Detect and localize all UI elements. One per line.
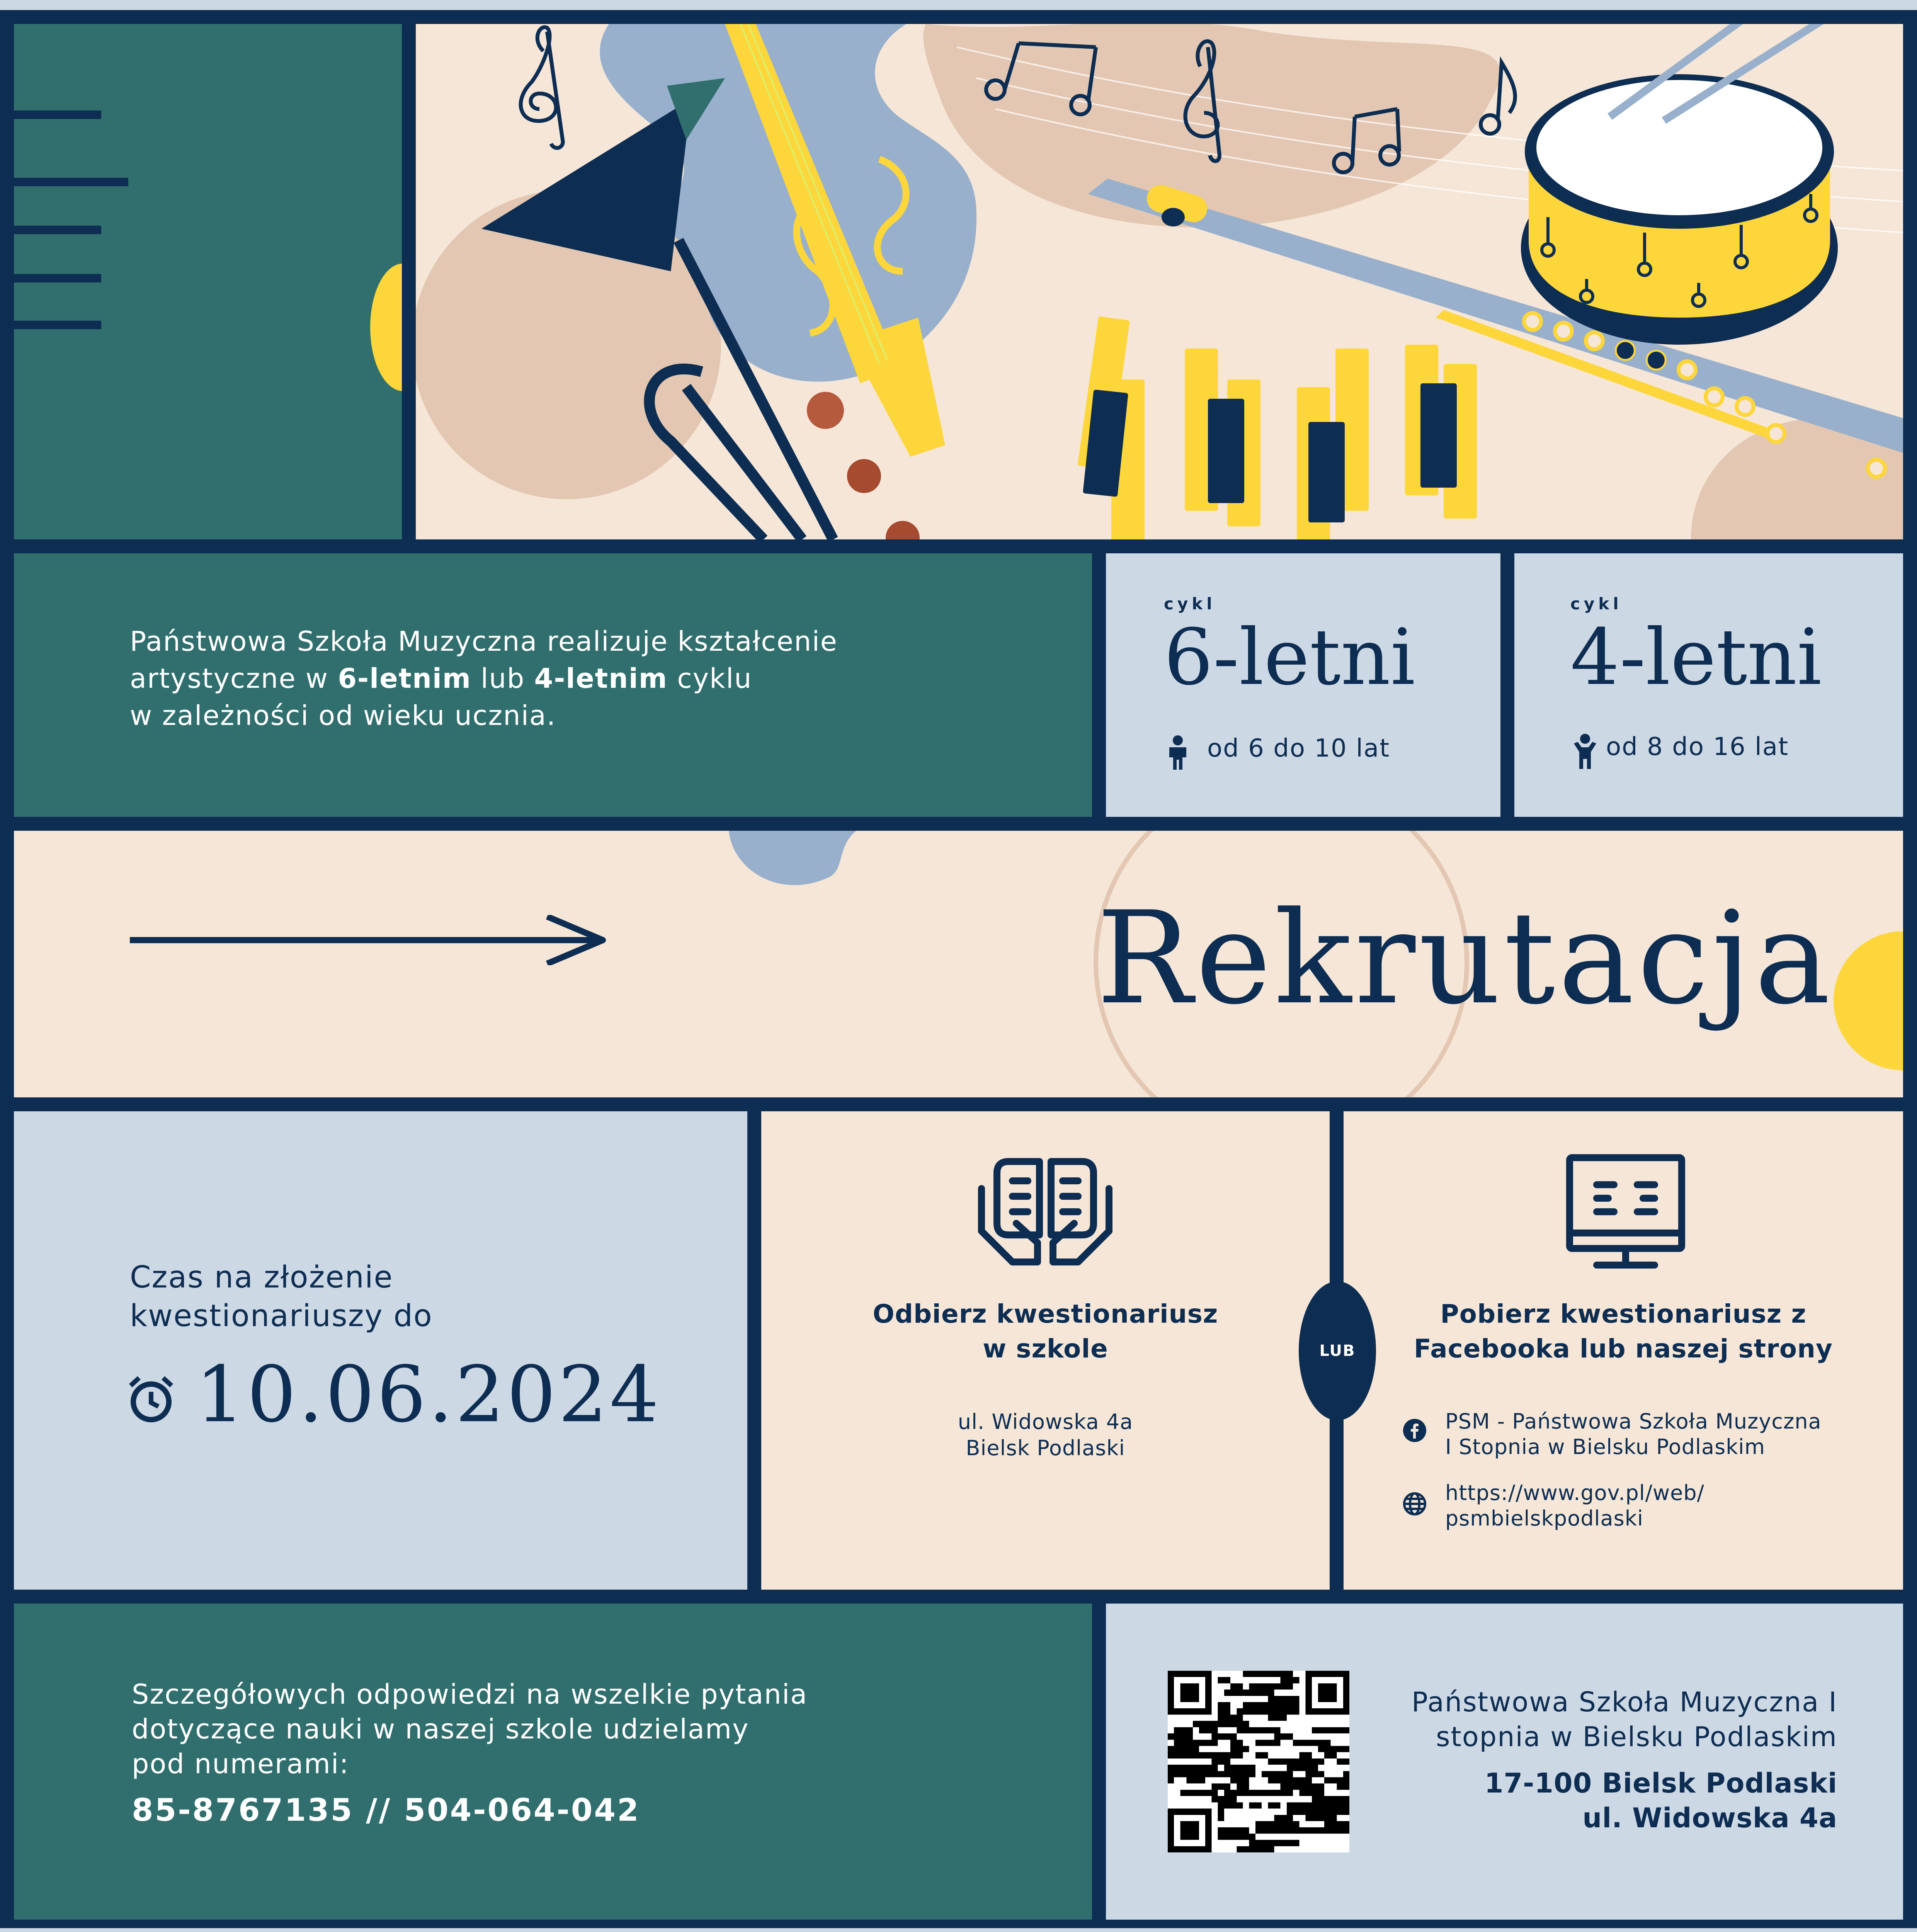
- intro-panel: [14, 553, 1092, 817]
- or-label: LUB: [1319, 1342, 1356, 1360]
- intro-text-span: artystyczne w: [130, 663, 338, 694]
- download-title: [1344, 1297, 1903, 1366]
- cycle-title: 4-letni: [1570, 612, 1822, 702]
- recruitment-title: Rekrutacja: [1096, 884, 1834, 1032]
- pickup-title-line-1: Odbierz kwestionariusz: [873, 1299, 1218, 1329]
- website-line-1: https://www.gov.pl/web/: [1445, 1481, 1704, 1505]
- intro-line-2: [130, 660, 838, 697]
- bottom-strip: [0, 1928, 1917, 1932]
- instruments-illustration: [416, 24, 1903, 539]
- website-link[interactable]: [1445, 1480, 1704, 1531]
- pickup-panel: [761, 1111, 1330, 1590]
- school-name: [1412, 1685, 1837, 1754]
- school-address-line-1: 17-100 Bielsk Podlaski: [1484, 1767, 1837, 1799]
- pickup-title-line-2: w szkole: [983, 1334, 1108, 1364]
- cycle-age: od 8 do 16 lat: [1606, 733, 1789, 761]
- decor-line: [14, 178, 128, 186]
- alarm-clock-icon: [126, 1374, 176, 1426]
- cycle-card-4: [1514, 553, 1903, 817]
- or-separator: [1299, 1281, 1376, 1420]
- decor-teal-block: [14, 24, 402, 539]
- child-arms-up-icon: [1572, 733, 1598, 770]
- download-panel: [1344, 1111, 1903, 1590]
- school-name-line-1: Państwowa Szkoła Muzyczna I: [1411, 1686, 1837, 1718]
- keys: [1078, 316, 1477, 539]
- decor-line: [14, 226, 101, 234]
- decor-line: [14, 321, 101, 329]
- top-strip: [0, 0, 1917, 10]
- contact-line-3: pod numerami:: [132, 1748, 349, 1780]
- school-name-line-2: stopnia w Bielsku Podlaskim: [1436, 1721, 1837, 1753]
- download-title-line-2: Facebooka lub naszej strony: [1414, 1334, 1833, 1364]
- decor-line: [14, 274, 101, 282]
- recruitment-banner: [14, 831, 1903, 1097]
- deadline-panel: [14, 1111, 747, 1590]
- violin-tailpiece: [849, 318, 945, 457]
- website-line-2: psmbielskpodlaski: [1445, 1506, 1644, 1531]
- intro-text-span: lub: [471, 663, 534, 694]
- treble-clef: [521, 27, 563, 148]
- facebook-line-2: I Stopnia w Bielsku Podlaskim: [1445, 1435, 1766, 1459]
- hero-illustration: [416, 24, 1903, 539]
- deadline-text: [130, 1258, 433, 1335]
- intro-text: [130, 623, 838, 734]
- facebook-link[interactable]: [1445, 1409, 1822, 1460]
- pickup-address-line-1: ul. Widowska 4a: [958, 1410, 1133, 1434]
- intro-text-span: cyklu: [668, 663, 752, 694]
- arrow-right-icon: [130, 915, 609, 967]
- download-title-line-1: Pobierz kwestionariusz z: [1440, 1299, 1806, 1329]
- pickup-address-line-2: Bielsk Podlaski: [966, 1436, 1125, 1460]
- decor-yellow-half-circle: [370, 264, 402, 391]
- contact-line-1: Szczegółowych odpowiedzi na wszelkie pytania: [132, 1679, 808, 1710]
- decor-line: [14, 111, 101, 119]
- contact-line-2: dotyczące nauki w naszej szkole udzielamy: [132, 1713, 749, 1745]
- intro-highlight: 6-letnim: [338, 663, 471, 694]
- contact-text: [132, 1677, 808, 1781]
- qr-code[interactable]: [1168, 1671, 1349, 1852]
- deadline-line-1: Czas na złożenie: [130, 1260, 393, 1295]
- intro-highlight: 4-letnim: [534, 663, 668, 694]
- open-book-hands-icon: [978, 1154, 1113, 1271]
- facebook-line-1: PSM - Państwowa Szkoła Muzyczna: [1445, 1409, 1822, 1434]
- contact-phones[interactable]: 85-8767135 // 504-064-042: [132, 1792, 640, 1828]
- facebook-icon: [1403, 1418, 1427, 1444]
- cycle-label: cykl: [1570, 594, 1623, 613]
- monitor-icon: [1566, 1154, 1686, 1271]
- school-address-line-2: ul. Widowska 4a: [1582, 1802, 1837, 1834]
- deadline-date: 10.06.2024: [196, 1350, 662, 1440]
- globe-icon: [1403, 1492, 1427, 1517]
- cycle-card-6: [1106, 553, 1500, 817]
- child-icon: [1165, 735, 1190, 771]
- cycle-title: 6-letni: [1164, 612, 1415, 702]
- school-panel: [1106, 1604, 1903, 1920]
- pickup-address: [761, 1409, 1330, 1461]
- intro-line-1: Państwowa Szkoła Muzyczna realizuje kształcenie: [130, 626, 838, 657]
- contact-panel: [14, 1604, 1092, 1920]
- deadline-line-2: kwestionariuszy do: [130, 1299, 433, 1333]
- school-address: [1485, 1766, 1837, 1835]
- cycle-age: od 6 do 10 lat: [1207, 734, 1390, 763]
- cycle-label: cykl: [1164, 594, 1216, 613]
- pickup-title: [761, 1297, 1330, 1366]
- intro-line-3: w zależności od wieku ucznia.: [130, 700, 556, 731]
